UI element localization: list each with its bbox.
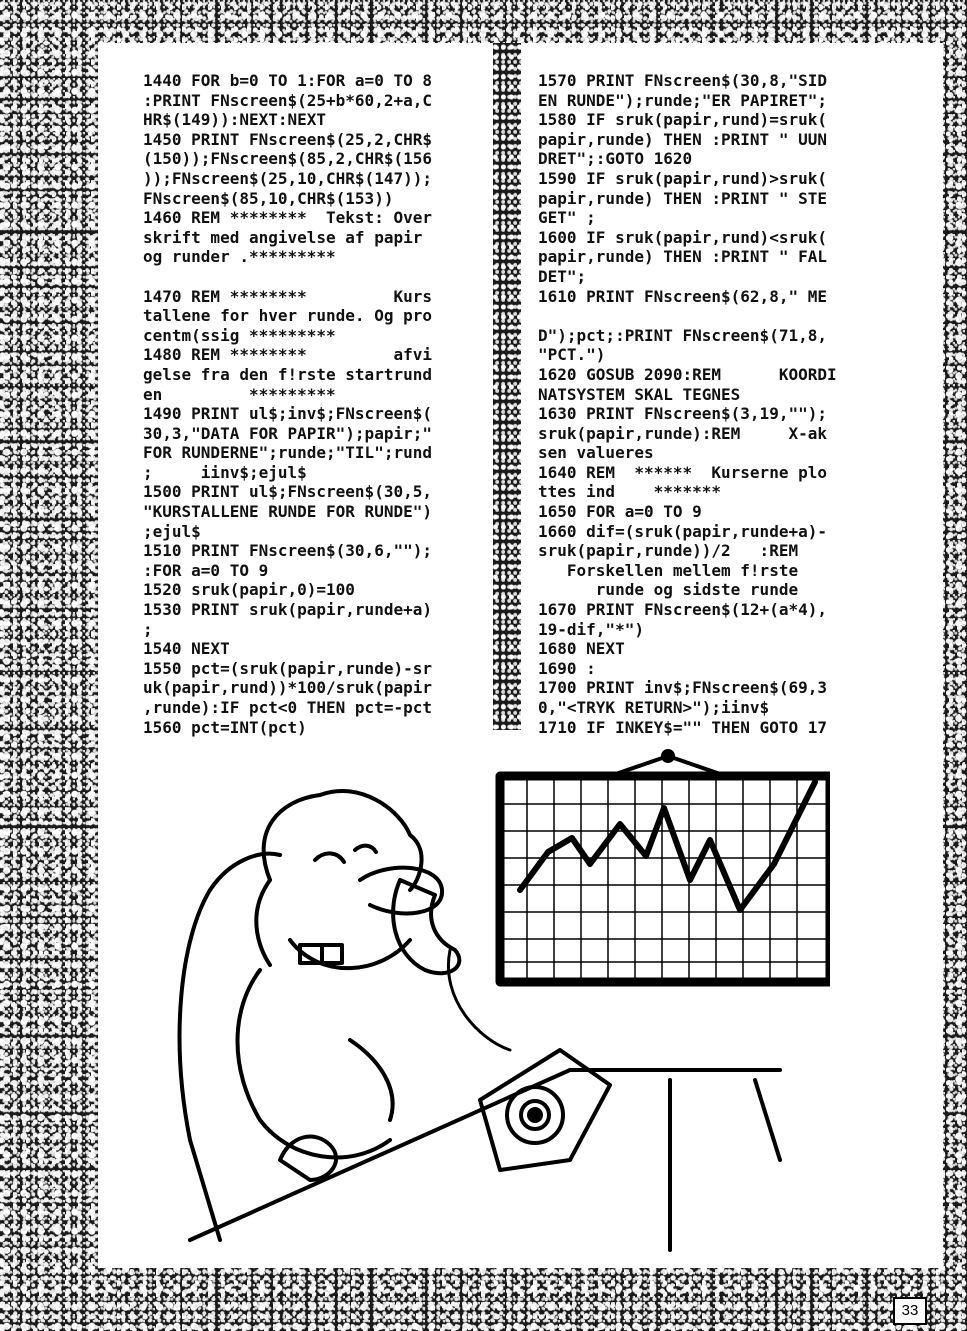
code-line: sen valueres <box>538 443 654 463</box>
code-line: 30,3,"DATA FOR PAPIR");papir;" <box>143 423 432 443</box>
code-line: 19-dif,"*") <box>538 619 644 639</box>
chair-back <box>180 890 220 1240</box>
code-line: NATSYSTEM SKAL TEGNES <box>538 384 741 404</box>
cartoon-illustration <box>150 740 830 1270</box>
code-line: 1540 NEXT <box>143 639 230 659</box>
code-line: og runder .********* <box>143 247 336 267</box>
code-line: 1690 : <box>538 658 596 678</box>
code-line: skrift med angivelse af papir <box>143 227 423 247</box>
code-line: ;ejul$ <box>143 521 201 541</box>
code-line: DET"; <box>538 266 587 286</box>
code-line: 0,"<TRYK RETURN>");iinv$ <box>538 698 770 717</box>
code-line: 1460 REM ******** Tekst: Over <box>143 208 432 228</box>
code-line: GET" ; <box>538 208 596 228</box>
code-line: EN RUNDE");runde;"ER PAPIRET"; <box>538 90 827 110</box>
code-line: FNscreen$(85,10,CHR$(153)) <box>143 188 394 208</box>
code-line <box>538 306 837 326</box>
code-line: 1560 pct=INT(pct) <box>143 717 307 737</box>
code-line: "PCT.") <box>538 345 606 365</box>
code-line: 1530 PRINT sruk(papir,runde+a) <box>143 600 432 620</box>
code-line: ,runde):IF pct<0 THEN pct=-pct <box>143 698 432 717</box>
code-line: FOR RUNDERNE";runde;"TIL";rund <box>143 443 432 463</box>
code-listing-right <box>538 71 837 737</box>
code-line: 1510 PRINT FNscreen$(30,6,""); <box>143 541 432 561</box>
code-line: Forskellen mellem f!rste <box>538 560 799 580</box>
code-line: gelse fra den f!rste startrund <box>143 364 432 384</box>
code-line: 1500 PRINT ul$;FNscreen$(30,5, <box>143 482 432 502</box>
code-line: sruk(papir,runde))/2 :REM <box>538 541 799 561</box>
code-line: uk(papir,rund))*100/sruk(papir <box>143 678 432 698</box>
hair <box>264 791 422 890</box>
code-line: 1520 sruk(papir,0)=100 <box>143 580 355 600</box>
code-line: :PRINT FNscreen$(25+b*60,2+a,C <box>143 90 432 110</box>
code-line: :FOR a=0 TO 9 <box>143 560 269 580</box>
code-line: 1550 pct=(sruk(papir,runde)-sr <box>143 658 432 678</box>
code-line: 1700 PRINT inv$;FNscreen$(69,3 <box>538 678 827 698</box>
code-line: ; <box>143 619 153 639</box>
code-line: DRET";:GOTO 1620 <box>538 149 693 169</box>
code-line: 1660 dif=(sruk(papir,runde+a)- <box>538 521 827 541</box>
code-line: ));FNscreen$(25,10,CHR$(147)); <box>143 168 432 188</box>
code-line: 1620 GOSUB 2090:REM KOORDI <box>538 364 837 384</box>
code-line: 1640 REM ****** Kurserne plo <box>538 462 827 482</box>
code-line: 1610 PRINT FNscreen$(62,8," ME <box>538 286 827 306</box>
code-line: ttes ind ******* <box>538 482 722 502</box>
page-number: 33 <box>893 1297 927 1325</box>
code-line: sruk(papir,runde):REM X-ak <box>538 423 827 443</box>
code-line: ; iinv$;ejul$ <box>143 462 307 482</box>
code-line: 1650 FOR a=0 TO 9 <box>538 502 702 522</box>
code-line: D");pct;:PRINT FNscreen$(71,8, <box>538 325 827 345</box>
code-line: 1580 IF sruk(papir,rund)=sruk( <box>538 110 827 130</box>
code-line: runde og sidste runde <box>538 580 799 600</box>
code-line: 1710 IF INKEY$="" THEN GOTO 17 <box>538 717 827 737</box>
code-line: papir,runde) THEN :PRINT " FAL <box>538 247 827 267</box>
code-line: 1680 NEXT <box>538 639 625 659</box>
code-line: (150));FNscreen$(85,2,CHR$(156 <box>143 149 432 169</box>
code-line: 1440 FOR b=0 TO 1:FOR a=0 TO 8 <box>143 71 432 90</box>
code-line: en ********* <box>143 384 336 404</box>
code-line: 1480 REM ******** afvi <box>143 345 432 365</box>
code-line: 1630 PRINT FNscreen$(3,19,""); <box>538 404 827 424</box>
code-line: 1570 PRINT FNscreen$(30,8,"SID <box>538 71 827 90</box>
code-line <box>143 267 432 287</box>
code-line: 1470 REM ******** Kurs <box>143 286 432 306</box>
code-line: tallene for hver runde. Og pro <box>143 306 432 326</box>
code-listing-left <box>143 71 432 737</box>
code-line: HR$(149)):NEXT:NEXT <box>143 110 327 130</box>
code-line: 1670 PRINT FNscreen$(12+(a*4), <box>538 600 827 620</box>
code-line: 1490 PRINT ul$;inv$;FNscreen$( <box>143 404 432 424</box>
code-line: papir,runde) THEN :PRINT " UUN <box>538 129 827 149</box>
column-divider <box>493 43 521 730</box>
code-line: 1450 PRINT FNscreen$(25,2,CHR$ <box>143 129 432 149</box>
body <box>238 970 391 1157</box>
code-line: papir,runde) THEN :PRINT " STE <box>538 188 827 208</box>
code-line: 1600 IF sruk(papir,rund)<sruk( <box>538 227 827 247</box>
code-line: 1590 IF sruk(papir,rund)>sruk( <box>538 168 827 188</box>
code-line: "KURSTALLENE RUNDE FOR RUNDE") <box>143 502 432 522</box>
code-line: centm(ssig ********* <box>143 325 336 345</box>
